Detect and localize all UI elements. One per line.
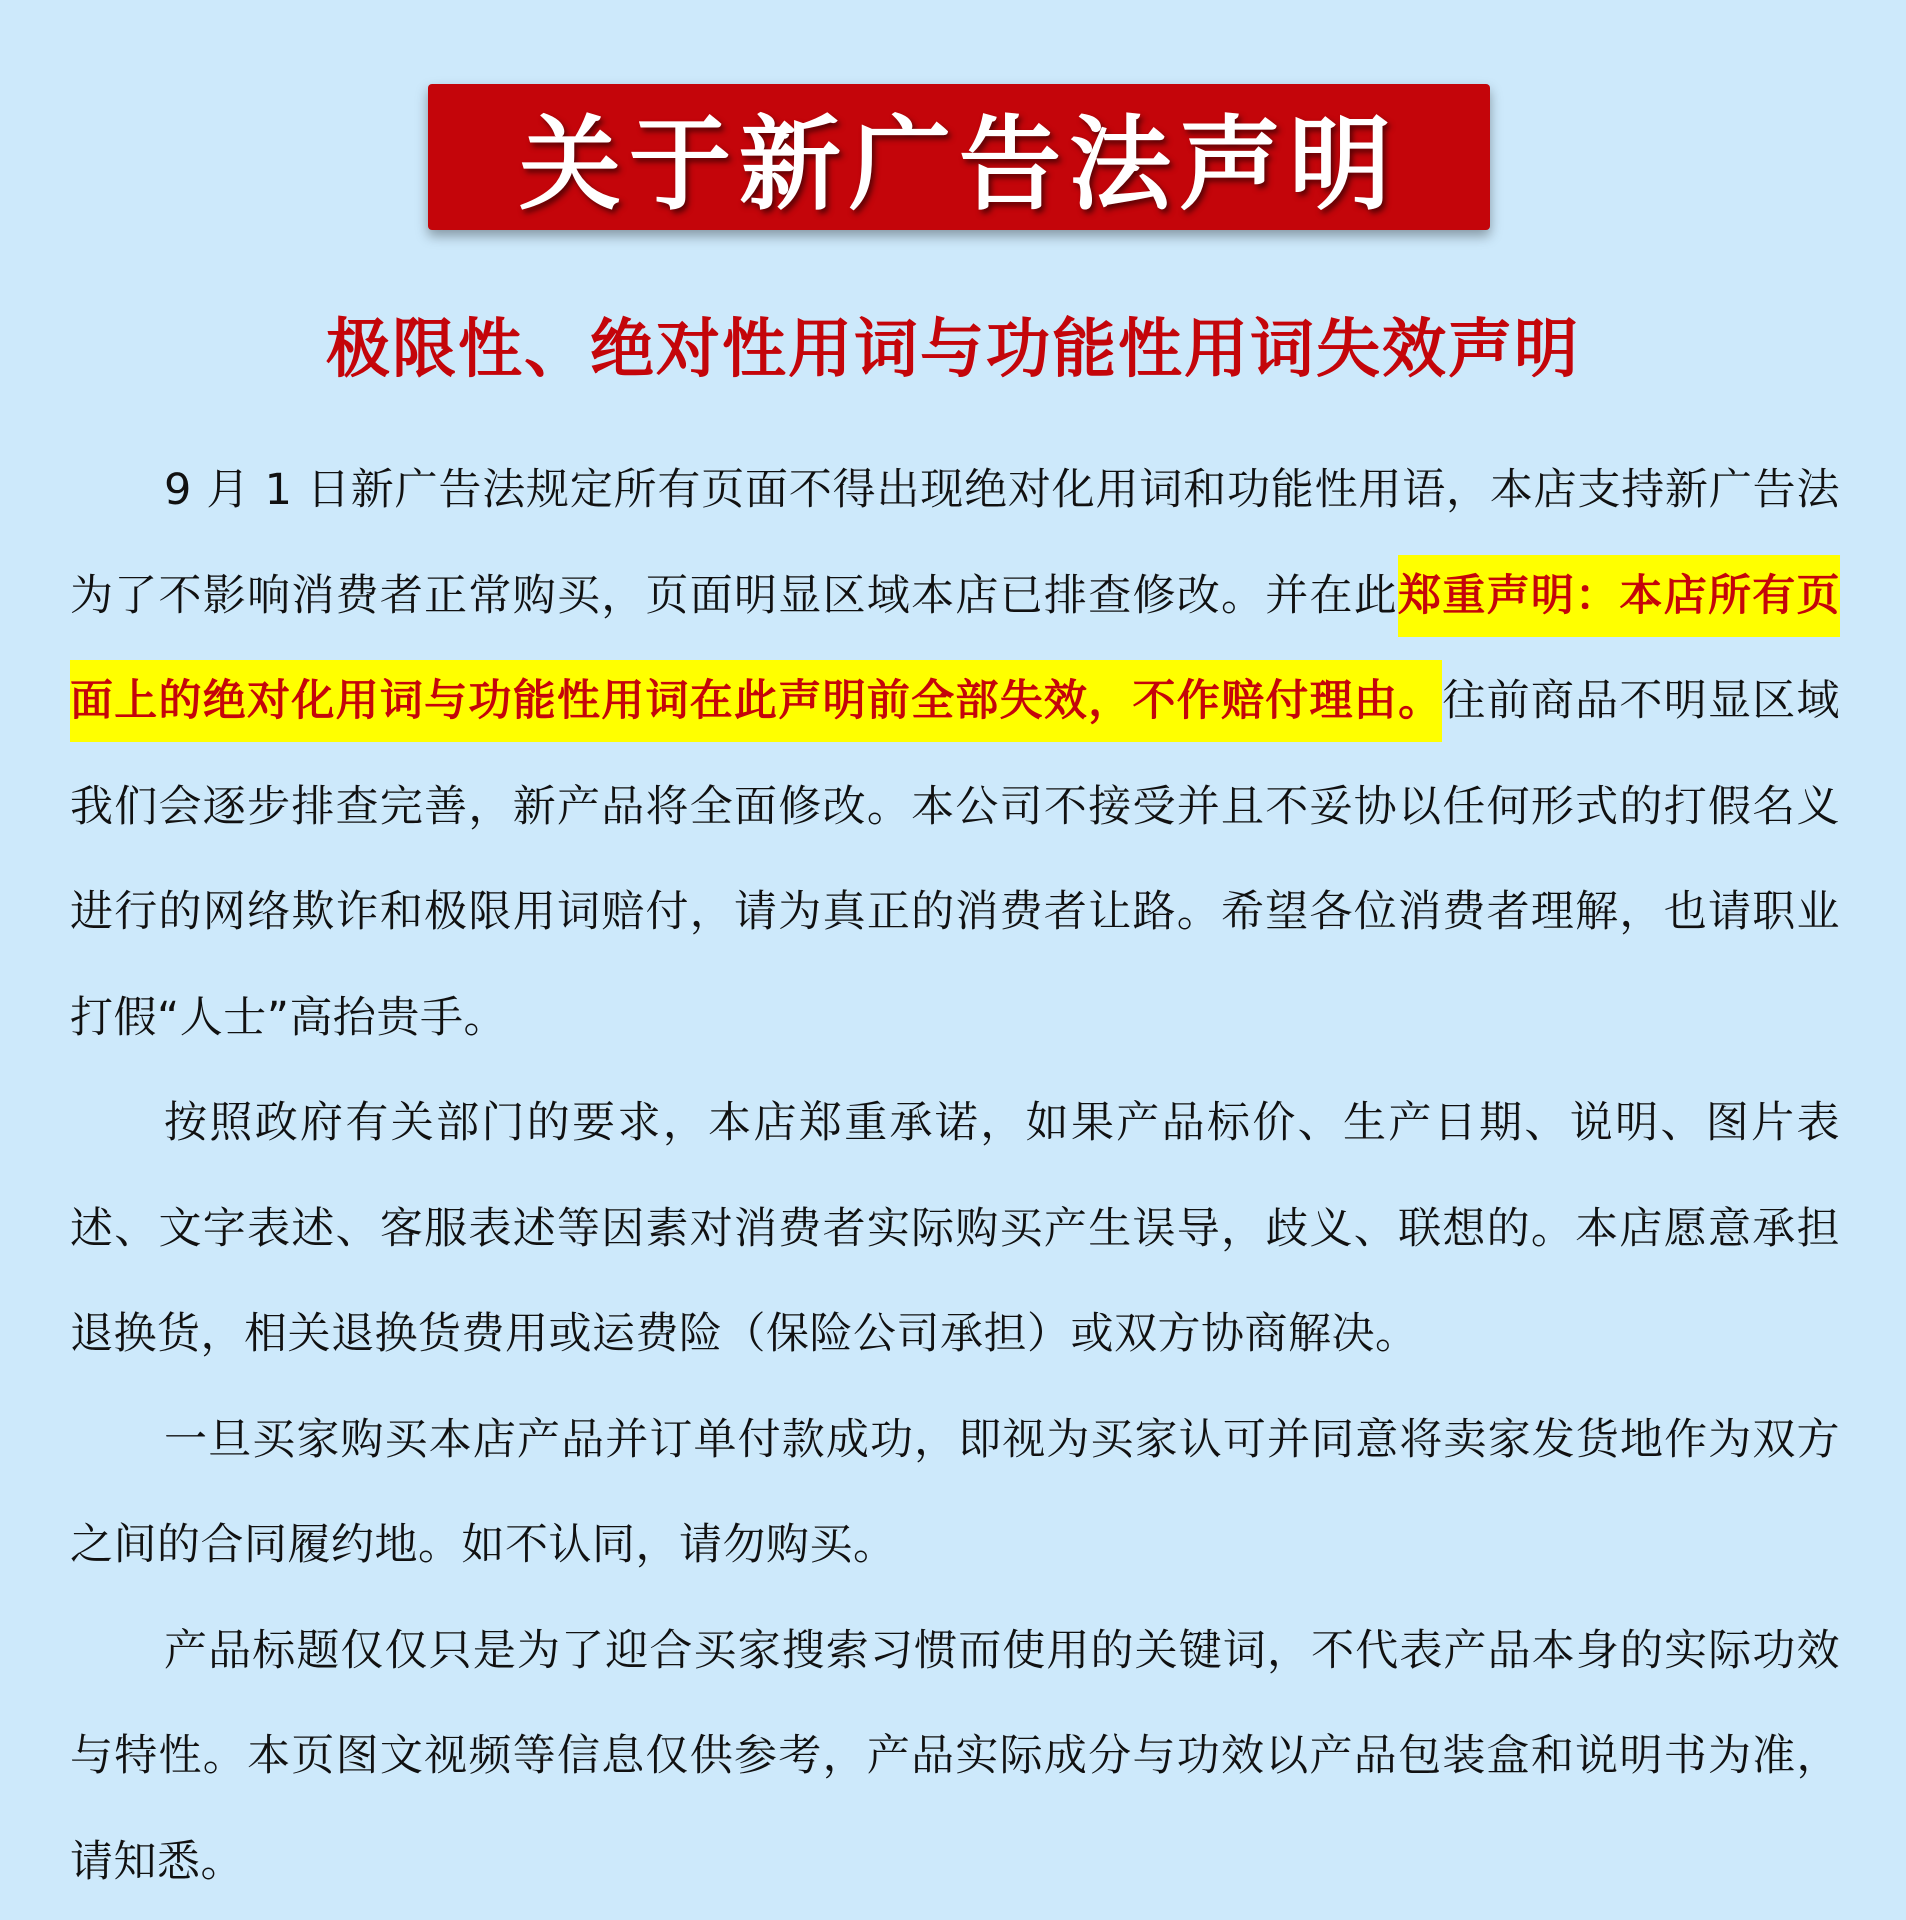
page-title: 关于新广告法声明 — [519, 106, 1399, 225]
paragraph-1 — [70, 438, 1840, 1071]
title-banner — [428, 84, 1490, 230]
statement-body — [70, 438, 1840, 1915]
paragraph-2: 按照政府有关部门的要求，本店郑重承诺，如果产品标价、生产日期、说明、图片表述、文字表述、客服表述等因素对消费者实际购买产生误导，歧义、联想的。本店愿意承担退换货，相关退换货费用或运费险（保险公司承担）或双方协商解决。 — [70, 1098, 1840, 1359]
paragraph-3: 一旦买家购买本店产品并订单付款成功，即视为买家认可并同意将卖家发货地作为双方之间的合同履约地。如不认同，请勿购买。 — [70, 1414, 1840, 1570]
highlighted-declaration: 郑重声明：本店所有页面上的绝对化用词与功能性用词在此声明前全部失效，不作赔付理由。 — [70, 555, 1840, 743]
paragraph-1-intro: 9 月 1 日新广告法规定所有页面不得出现绝对化用词和功能性用语，本店支持新广告法为了不影响消费者正常购买，页面明显区域本店已排查修改。并在此 — [70, 465, 1840, 621]
paragraph-4: 产品标题仅仅只是为了迎合买家搜索习惯而使用的关键词，不代表产品本身的实际功效与特性。本页图文视频等信息仅供参考，产品实际成分与功效以产品包装盒和说明书为准，请知悉。 — [70, 1625, 1840, 1887]
paragraph-1-rest: 往前商品不明显区域我们会逐步排查完善，新产品将全面修改。本公司不接受并且不妥协以任何形式的打假名义进行的网络欺诈和极限用词赔付，请为真正的消费者让路。希望各位消费者理解，也请职业打假“人士”高抬贵手。 — [70, 676, 1841, 1043]
subtitle: 极限性、绝对性用词与功能性用词失效声明 — [326, 313, 1580, 387]
